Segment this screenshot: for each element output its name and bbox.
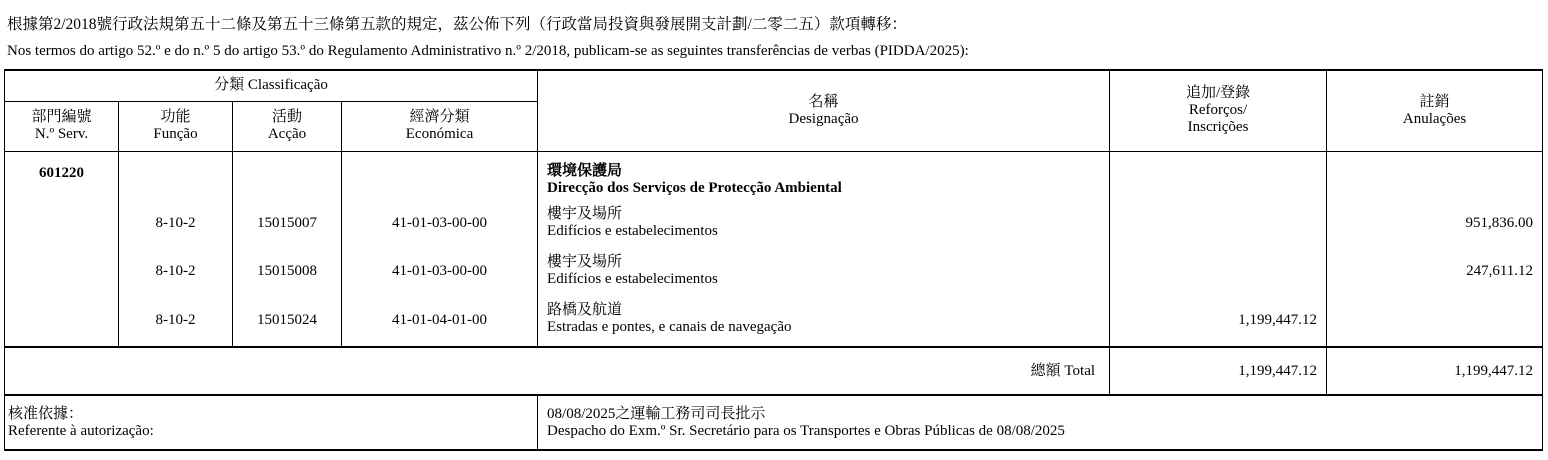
designation-pt: Edifícios e estabelecimentos <box>547 271 718 287</box>
designation-zh: 路橋及航道 <box>547 302 623 318</box>
economic-header-pt: Económica <box>405 126 474 142</box>
designation-header <box>538 70 1110 151</box>
total-row <box>5 347 1543 395</box>
authorization-label <box>5 395 538 450</box>
intro-text-portuguese: Nos termos do artigo 52.º e do n.º 5 do artigo 53.º do Regulamento Administrativo n.º 2/2018, publicam-se as seguintes transferências de verbas (PIDDA/2025): <box>7 43 969 59</box>
dept-code-header <box>5 101 119 151</box>
authorization-label-pt: Referente à autorização: <box>8 422 154 439</box>
designation-pt: Estradas e pontes, e canais de navegação <box>547 319 792 335</box>
economic-cell: 41-01-03-00-00 <box>342 247 538 295</box>
function-header-pt: Função <box>153 126 198 142</box>
authorization-label-zh: 核准依據： <box>8 405 84 422</box>
activity-cell: 15015024 <box>233 295 342 347</box>
cancellations-header <box>1327 70 1543 151</box>
authorization-value-pt: Despacho do Exm.º Sr. Secretário para os Transportes e Obras Públicas de 08/08/2025 <box>547 422 1065 439</box>
table-row <box>5 247 1543 295</box>
empty-cell <box>5 247 119 295</box>
economic-cell: 41-01-03-00-00 <box>342 199 538 247</box>
empty-cell <box>233 151 342 199</box>
cancellation-cell <box>1327 295 1543 347</box>
cancellation-cell: 247,611.12 <box>1327 247 1543 295</box>
reinforcements-header <box>1110 70 1327 151</box>
activity-header-zh: 活動 <box>271 109 302 125</box>
empty-cell <box>5 199 119 247</box>
authorization-value <box>538 395 1543 450</box>
economic-header <box>342 101 538 151</box>
classification-header: 分類 Classificação <box>5 70 538 101</box>
economic-cell: 41-01-04-01-00 <box>342 295 538 347</box>
intro-text-chinese: 根據第2/2018號行政法規第五十二條及第五十三條第五款的規定，茲公佈下列（行政當局投資與發展開支計劃/二零二五）款項轉移： <box>7 16 907 33</box>
department-row <box>5 151 1543 199</box>
reinforcements-header-pt2: Inscrições <box>1187 119 1249 136</box>
department-name-zh: 環境保護局 <box>547 163 623 179</box>
function-header <box>119 101 233 151</box>
empty-cell <box>342 151 538 199</box>
designation-cell <box>538 295 1110 347</box>
designation-header-pt: Designação <box>788 110 859 127</box>
reinforcement-cell: 1,199,447.12 <box>1110 295 1327 347</box>
department-name-pt: Direcção dos Serviços de Protecção Ambiental <box>547 180 842 196</box>
economic-header-zh: 經濟分類 <box>409 109 470 125</box>
designation-cell <box>538 199 1110 247</box>
empty-cell <box>5 295 119 347</box>
total-label: 總額 Total <box>5 347 1110 395</box>
cancellations-header-pt: Anulações <box>1402 110 1467 127</box>
designation-zh: 樓宇及場所 <box>547 206 623 222</box>
designation-cell <box>538 247 1110 295</box>
function-cell: 8-10-2 <box>119 295 233 347</box>
empty-cell <box>1110 151 1327 199</box>
designation-zh: 樓宇及場所 <box>547 254 623 270</box>
reinforcement-cell <box>1110 247 1327 295</box>
total-reinforcement: 1,199,447.12 <box>1110 347 1327 395</box>
function-cell: 8-10-2 <box>119 199 233 247</box>
empty-cell <box>119 151 233 199</box>
budget-transfer-table <box>4 69 1543 451</box>
reinforcements-header-zh: 追加/登錄 <box>1185 85 1251 102</box>
empty-cell <box>1327 151 1543 199</box>
activity-cell: 15015007 <box>233 199 342 247</box>
function-cell: 8-10-2 <box>119 247 233 295</box>
authorization-row <box>5 395 1543 450</box>
activity-header <box>233 101 342 151</box>
function-header-zh: 功能 <box>160 109 191 125</box>
dept-code-header-zh: 部門編號 <box>31 109 92 125</box>
designation-pt: Edifícios e estabelecimentos <box>547 223 718 239</box>
activity-header-pt: Acção <box>267 126 307 142</box>
total-cancellation: 1,199,447.12 <box>1327 347 1543 395</box>
reinforcements-header-pt1: Reforços/ <box>1188 102 1248 119</box>
cancellations-header-zh: 註銷 <box>1419 93 1450 110</box>
activity-cell: 15015008 <box>233 247 342 295</box>
authorization-value-zh: 08/08/2025之運輸工務司司長批示 <box>547 405 766 422</box>
department-name <box>538 151 1110 199</box>
table-row <box>5 199 1543 247</box>
table-row <box>5 295 1543 347</box>
dept-code-header-pt: N.º Serv. <box>34 126 89 142</box>
designation-header-zh: 名稱 <box>808 93 839 110</box>
department-code: 601220 <box>5 151 119 199</box>
cancellation-cell: 951,836.00 <box>1327 199 1543 247</box>
reinforcement-cell <box>1110 199 1327 247</box>
